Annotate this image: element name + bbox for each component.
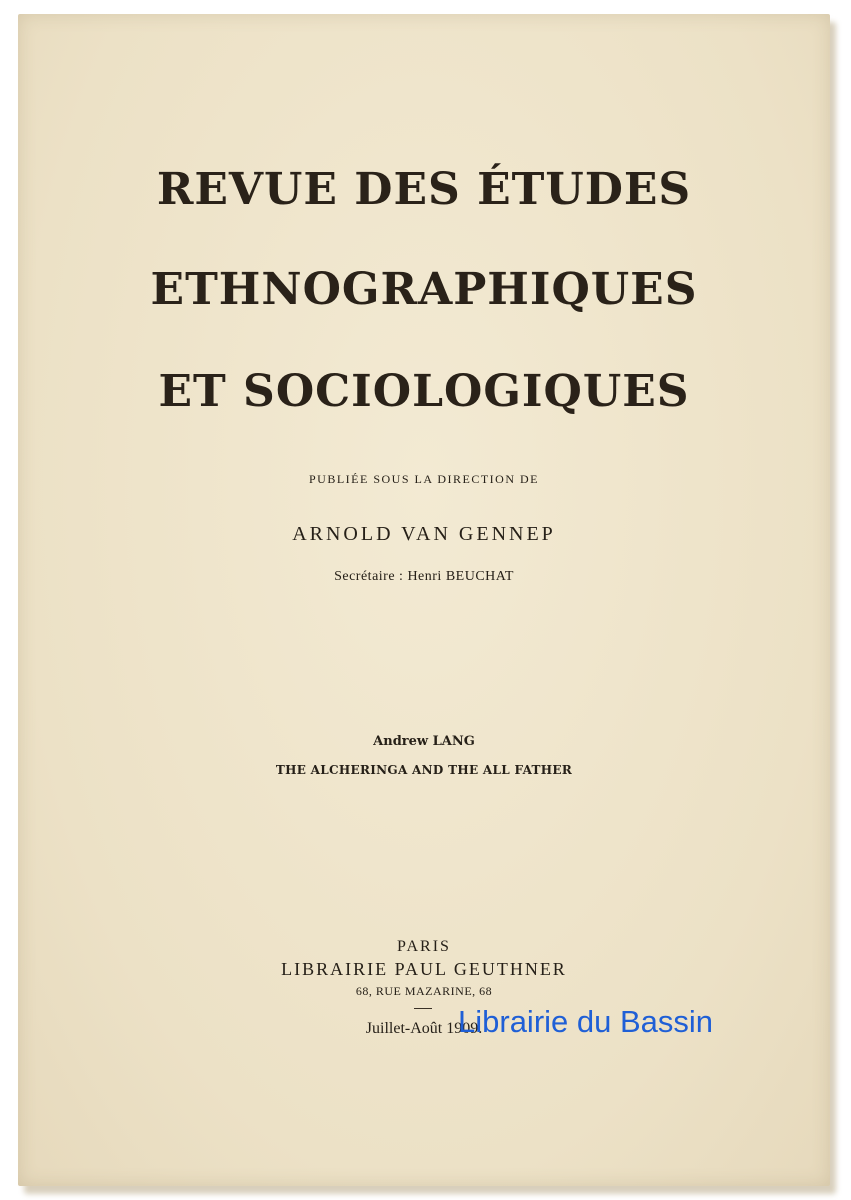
watermark-text: Librairie du Bassin [458,1004,714,1039]
publisher-name: LIBRAIRIE PAUL GEUTHNER [281,959,567,979]
title-line-3: ET SOCIOLOGIQUES [158,366,690,417]
direction-label: PUBLIÉE SOUS LA DIRECTION DE [309,472,539,486]
title-line-1: REVUE DES ÉTUDES [156,164,692,215]
publisher-address: 68, RUE MAZARINE, 68 [355,984,493,998]
editor-name: ARNOLD VAN GENNEP [292,523,556,545]
article-title: THE ALCHERINGA AND THE ALL FATHER [275,763,573,777]
publication-city: PARIS [397,938,451,955]
title-line-2: ETHNOGRAPHIQUES [150,264,698,315]
publication-date: Juillet-Août 1909. [365,1020,483,1037]
author-name: Andrew LANG [373,734,475,749]
separator-rule [414,1008,432,1009]
secretary-line: Secrétaire : Henri BEUCHAT [334,569,514,584]
